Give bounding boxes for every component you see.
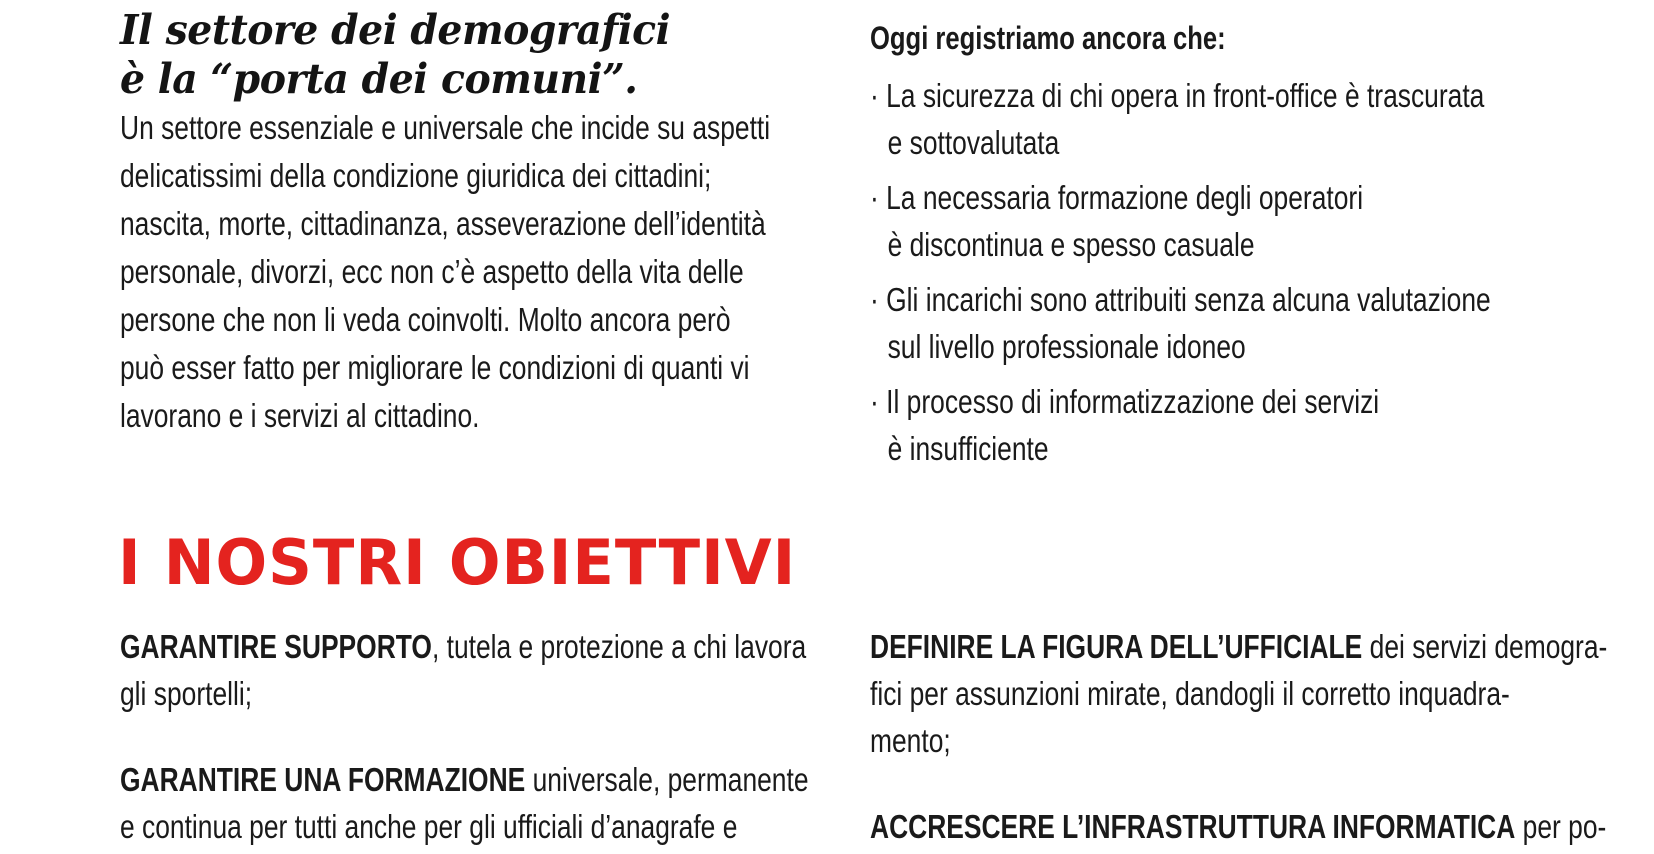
bullet-line: · La sicurezza di chi opera in front-office è trascurata — [870, 77, 1485, 114]
intro-line: delicatissimi della condizione giuridica dei cittadini; — [120, 157, 712, 194]
bullet-line: è insufficiente — [887, 430, 1049, 467]
objective-line — [870, 803, 1606, 850]
bullet-line: e sottovalutata — [887, 124, 1060, 161]
bullet-line: è discontinua e spesso casuale — [887, 226, 1255, 263]
intro-line: Un settore essenziale e universale che incide su aspetti — [120, 109, 771, 146]
objective-line: gli sportelli; — [120, 675, 253, 712]
objective-bold: ACCRESCERE L’INFRASTRUTTURA INFORMATICA — [870, 808, 1516, 845]
list-item — [870, 174, 1491, 268]
objective-item — [870, 623, 1607, 764]
intro-line: nascita, morte, cittadinanza, asseverazione dell’identità — [120, 205, 766, 242]
section-heading — [120, 6, 670, 104]
objective-bold: DEFINIRE LA FIGURA DELL’UFFICIALE — [870, 628, 1363, 665]
intro-line: può esser fatto per migliorare le condizioni di quanti vi — [120, 349, 750, 386]
objective-item — [870, 803, 1606, 850]
list-item — [870, 378, 1491, 472]
objective-line: fici per assunzioni mirate, dandogli il corretto inquadra- — [870, 675, 1510, 712]
intro-paragraph — [120, 104, 770, 440]
bullet-line: · Il processo di informatizzazione dei servizi — [870, 383, 1380, 420]
objective-text: , tutela e protezione a chi lavora — [431, 628, 807, 665]
bullet-line: · Gli incarichi sono attribuiti senza alcuna valutazione — [870, 281, 1491, 318]
objective-line — [120, 756, 809, 803]
objective-text: per po- — [1515, 808, 1607, 845]
heading-line-2: è la “porta dei comuni”. — [120, 55, 638, 103]
bullet-line: · La necessaria formazione degli operatori — [870, 179, 1364, 216]
objective-item — [120, 623, 806, 717]
objective-bold: GARANTIRE UNA FORMAZIONE — [120, 761, 526, 798]
objective-bold: GARANTIRE SUPPORTO — [120, 628, 432, 665]
list-item — [870, 276, 1491, 370]
objective-line — [870, 623, 1607, 670]
objective-item — [120, 756, 809, 850]
registriamo-title: Oggi registriamo ancora che: — [870, 20, 1226, 56]
objective-line: mento; — [870, 722, 951, 759]
intro-line: lavorano e i servizi al cittadino. — [120, 397, 480, 434]
objective-text: universale, permanente — [525, 761, 809, 798]
bullet-line: sul livello professionale idoneo — [887, 328, 1246, 365]
list-item — [870, 72, 1491, 166]
objective-line: e continua per tutti anche per gli ufficiali d’anagrafe e — [120, 808, 738, 845]
objective-line — [120, 623, 806, 670]
heading-line-1: Il settore dei demografici — [120, 6, 671, 54]
issues-list — [870, 72, 1491, 480]
intro-line: personale, divorzi, ecc non c’è aspetto della vita delle — [120, 253, 744, 290]
objectives-title: I NOSTRI OBIETTIVI — [118, 526, 797, 599]
objective-text: dei servizi demogra- — [1362, 628, 1608, 665]
intro-line: persone che non li veda coinvolti. Molto ancora però — [120, 301, 731, 338]
